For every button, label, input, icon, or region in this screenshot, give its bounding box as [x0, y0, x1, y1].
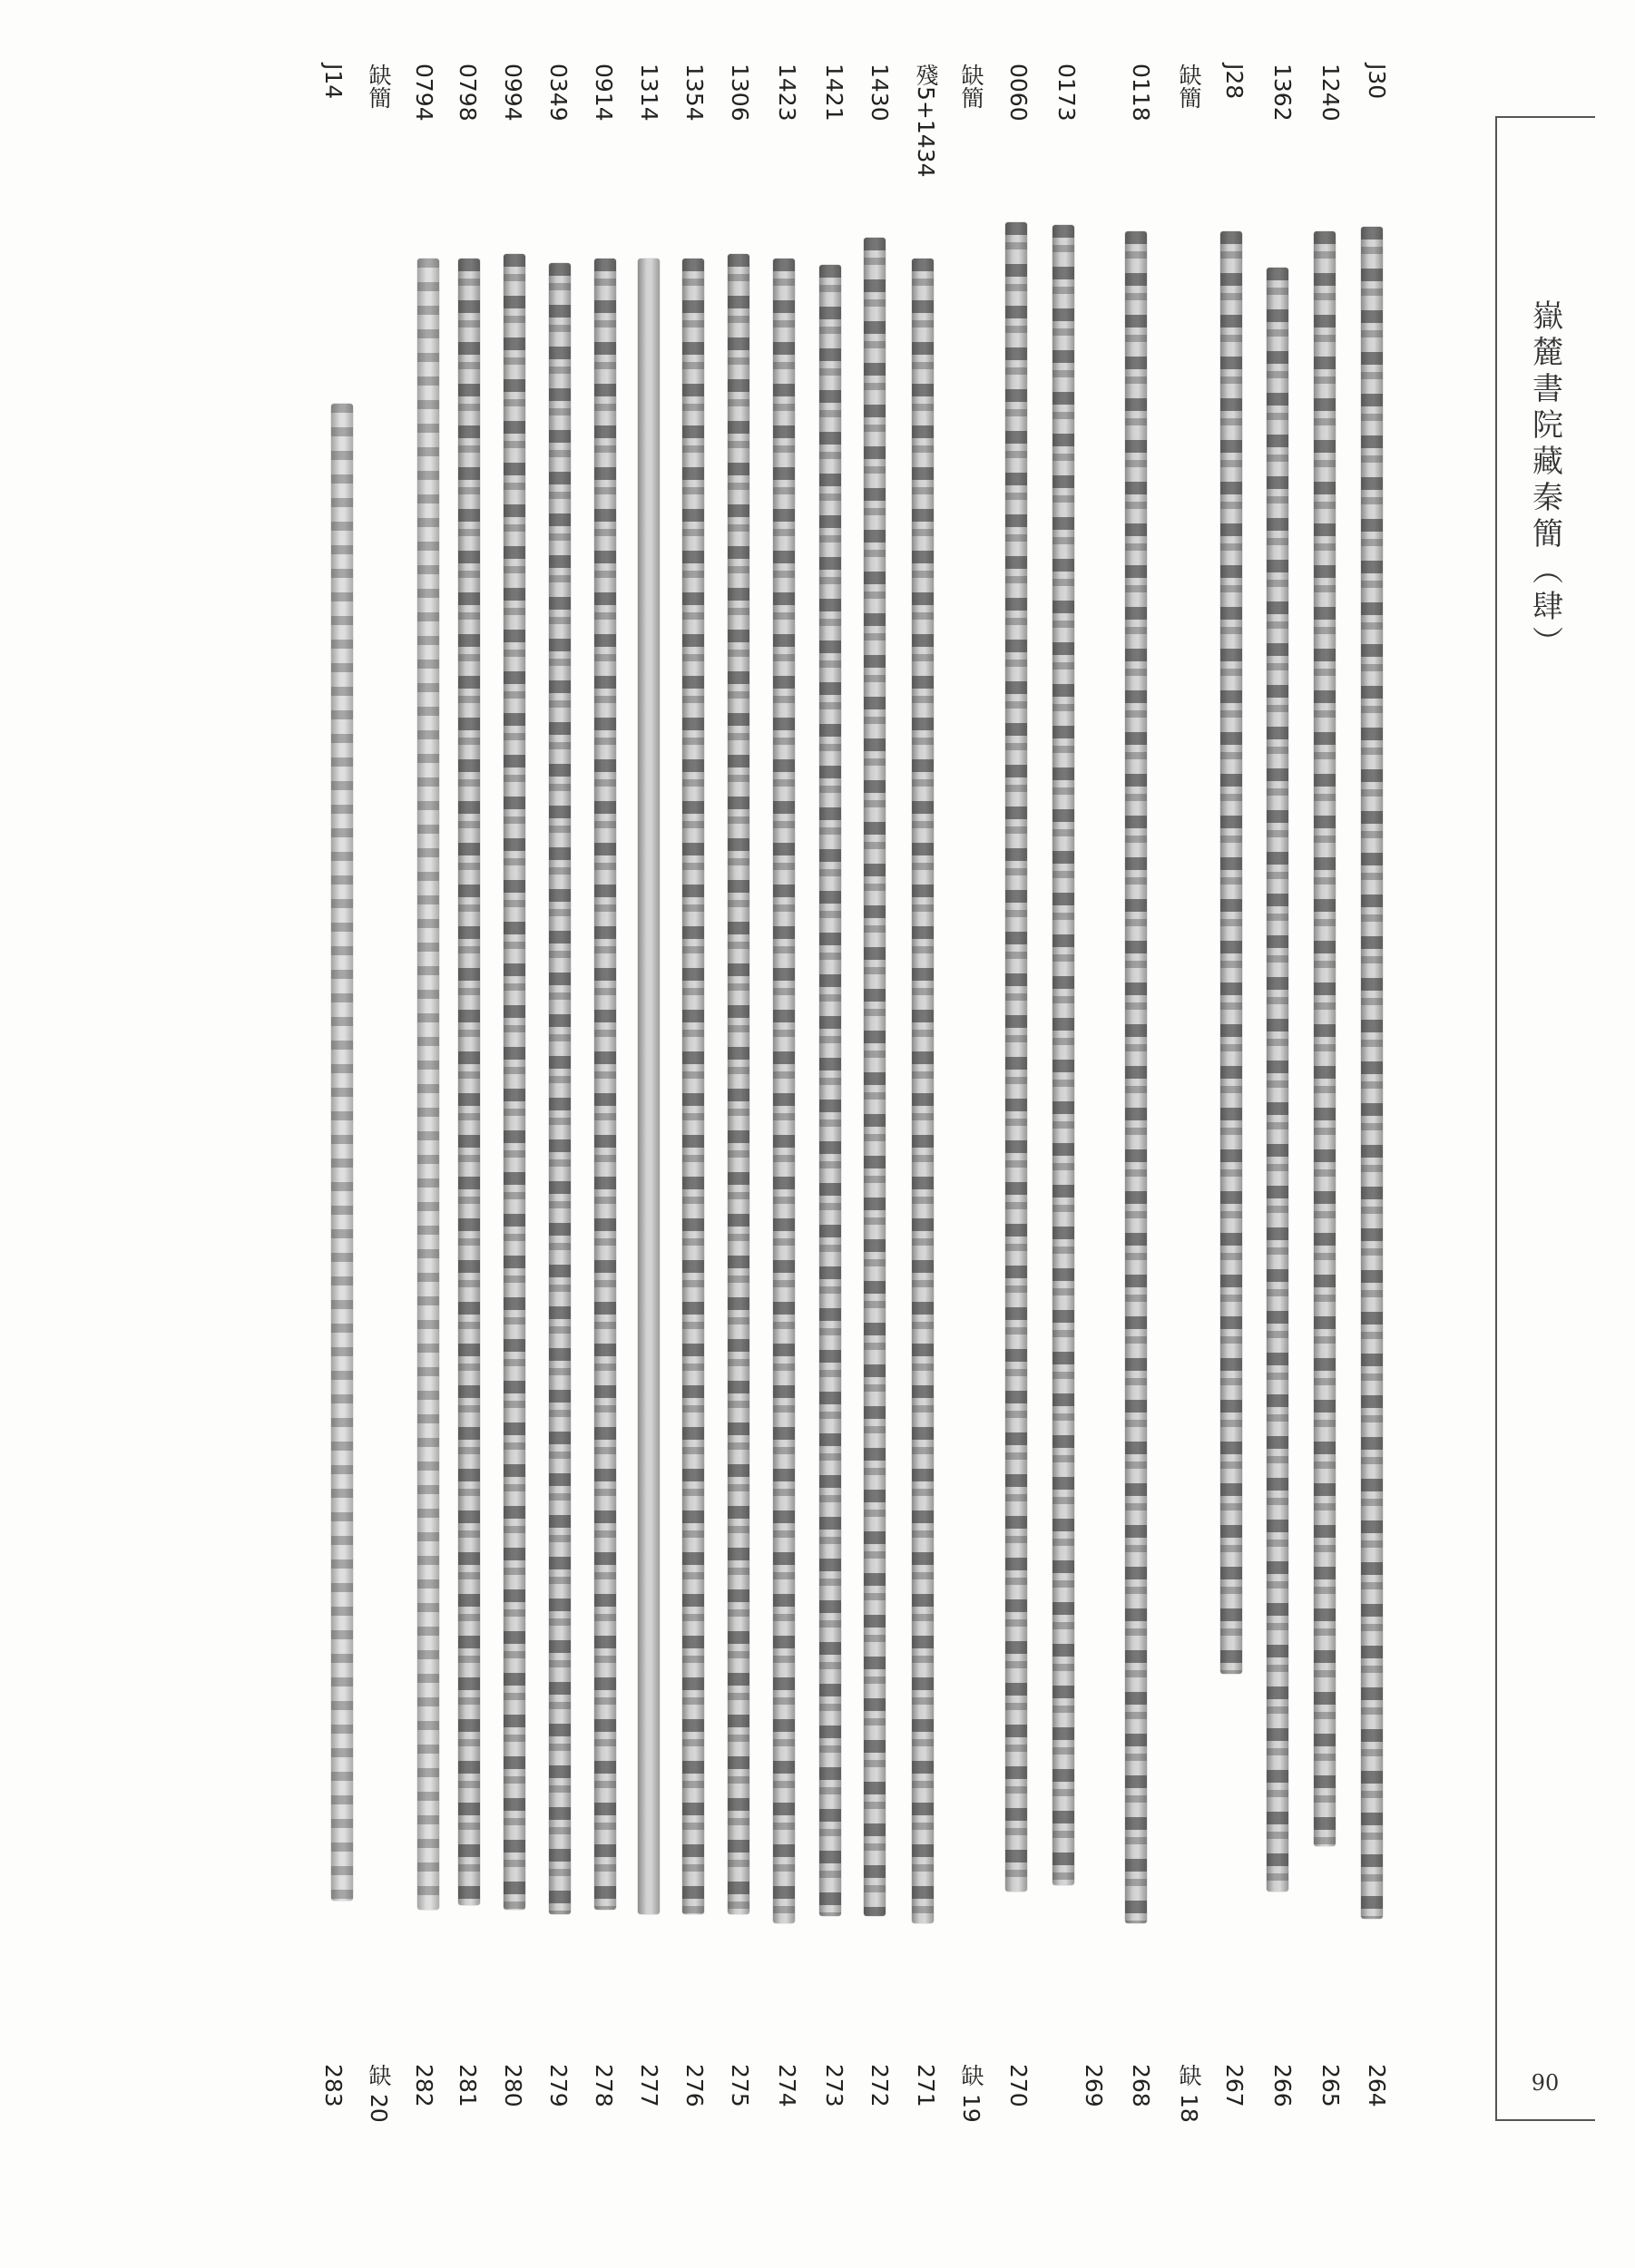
running-title: 嶽麓書院藏秦簡（肆） [1526, 299, 1563, 662]
slip-id-label: 0914 [591, 64, 617, 122]
page-number: 90 [1531, 2070, 1560, 2096]
bamboo-slip-image [819, 265, 841, 1916]
slip-number-label: 267 [1221, 2064, 1248, 2107]
bamboo-slip-image [638, 259, 660, 1914]
slip-id-label: 0994 [500, 64, 526, 122]
slip-number-label: 264 [1364, 2064, 1390, 2107]
slip-id-label: J30 [1364, 64, 1390, 100]
slip-number-label: 265 [1317, 2064, 1344, 2107]
slip-id-label: 1240 [1317, 64, 1344, 122]
slip-id-label: 0798 [455, 64, 481, 122]
slip-id-label: 1423 [774, 64, 800, 122]
slip-number-label: 279 [545, 2064, 572, 2107]
slip-number-label: 282 [411, 2064, 437, 2107]
bamboo-slip-image [1052, 225, 1074, 1885]
slip-number-label: 273 [821, 2064, 847, 2107]
slip-id-label: 1314 [636, 64, 662, 122]
bamboo-slip-image [1005, 222, 1027, 1892]
slip-id-label: 殘5+1434 [913, 64, 939, 178]
missing-slip-number: 缺 19 [958, 2064, 984, 2123]
missing-slip-label: 缺簡 [366, 64, 392, 109]
missing-slip-number: 缺 18 [1176, 2064, 1202, 2123]
slip-number-label: 266 [1269, 2064, 1296, 2107]
slip-id-label: 1306 [727, 64, 753, 122]
slip-id-label: 1421 [821, 64, 847, 122]
slip-number-label: 278 [591, 2064, 617, 2107]
missing-slip-number: 缺 20 [366, 2064, 392, 2123]
bamboo-slip-image [1314, 231, 1336, 1846]
slip-id-label: J14 [320, 64, 347, 100]
bamboo-slip-image [1125, 231, 1147, 1923]
slip-number-label: 283 [320, 2064, 347, 2107]
bamboo-slip-image [682, 259, 704, 1914]
slip-number-label: 272 [866, 2064, 893, 2107]
slip-id-label: J28 [1221, 64, 1248, 100]
slip-number-label: 268 [1128, 2064, 1154, 2107]
slip-number-label: 280 [500, 2064, 526, 2107]
bamboo-slip-image [1267, 268, 1288, 1892]
slip-number-label: 277 [636, 2064, 662, 2107]
bamboo-slip-image [331, 404, 353, 1901]
slip-number-label: 274 [774, 2064, 800, 2107]
bamboo-slip-image [1361, 227, 1383, 1919]
bamboo-slip-image [864, 238, 886, 1916]
bamboo-slip-image [417, 259, 439, 1910]
bamboo-slip-image [728, 254, 749, 1914]
slip-number-label: 271 [913, 2064, 939, 2107]
slip-id-label: 1430 [866, 64, 893, 122]
slip-number-label: 276 [681, 2064, 708, 2107]
missing-slip-label: 缺簡 [1176, 64, 1202, 109]
slip-id-label: 1354 [681, 64, 708, 122]
slip-number-label: 281 [455, 2064, 481, 2107]
slip-id-label: 0060 [1005, 64, 1032, 122]
bamboo-slip-image [504, 254, 525, 1910]
slip-number-label: 269 [1081, 2064, 1107, 2107]
bamboo-slip-image [773, 259, 795, 1923]
missing-slip-label: 缺簡 [958, 64, 984, 109]
bamboo-slip-image [912, 259, 934, 1923]
slip-number-label: 270 [1005, 2064, 1032, 2107]
bamboo-slip-image [1220, 231, 1242, 1674]
bamboo-slip-image [594, 259, 616, 1910]
slip-id-label: 0794 [411, 64, 437, 122]
bamboo-slip-image [549, 263, 571, 1914]
slip-id-label: 0118 [1128, 64, 1154, 122]
slip-id-label: 1362 [1269, 64, 1296, 122]
slip-id-label: 0173 [1053, 64, 1080, 122]
slip-number-label: 275 [727, 2064, 753, 2107]
bamboo-slip-image [458, 259, 480, 1905]
slip-id-label: 0349 [545, 64, 572, 122]
